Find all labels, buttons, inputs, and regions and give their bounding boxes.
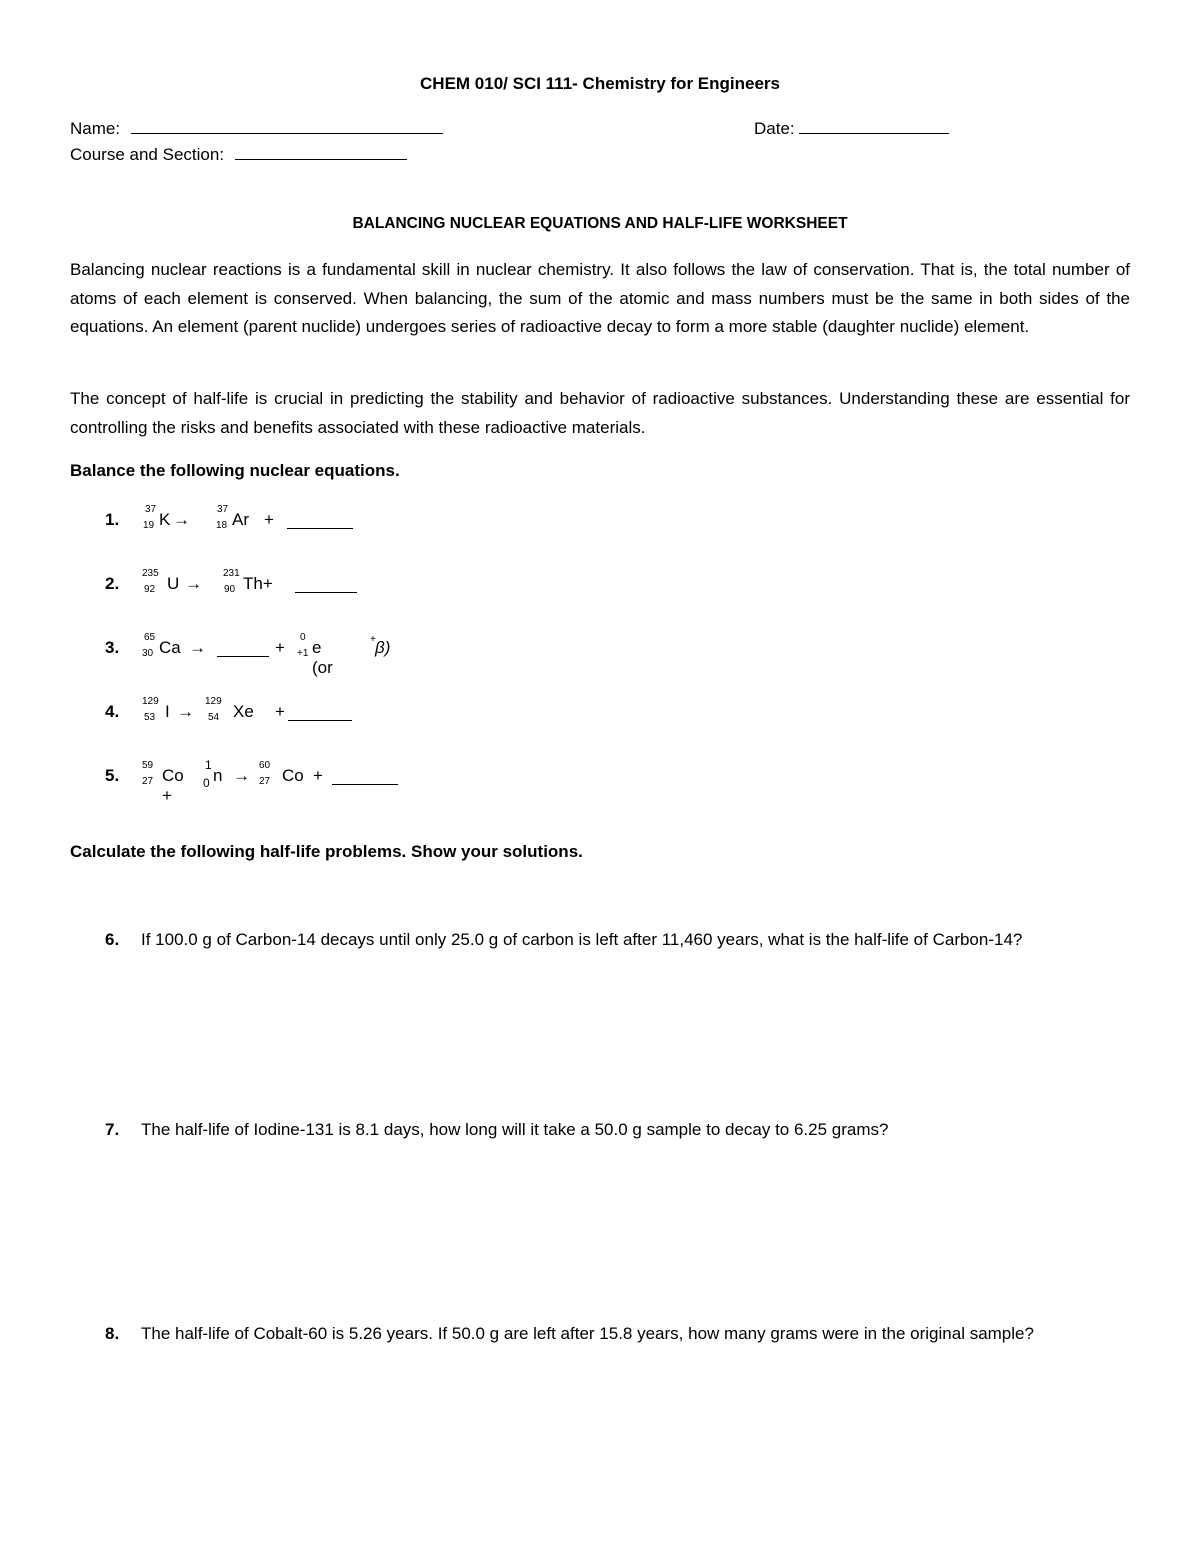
atomic-number: 54 (208, 712, 220, 723)
mass-number: 60 (259, 760, 271, 771)
element-symbol: I (165, 702, 170, 721)
course-section-label: Course and Section: (70, 145, 225, 164)
arrow-icon: → (233, 766, 250, 785)
element-symbol: n (213, 766, 223, 785)
problem-number: 8. (105, 1324, 120, 1343)
mass-number: 37 (145, 504, 157, 515)
plus-sign: + (275, 702, 285, 721)
atomic-number: 53 (144, 712, 156, 723)
course-section-blank-line[interactable] (235, 145, 407, 160)
element-symbol: K (159, 510, 171, 529)
problem-number: 6. (105, 930, 120, 949)
equation-number: 2. (105, 574, 120, 593)
section1-heading: Balance the following nuclear equations. (70, 461, 400, 480)
beta-symbol: β) (375, 638, 391, 657)
atomic-number: 19 (143, 520, 155, 531)
atomic-number: 30 (142, 648, 154, 659)
answer-blank[interactable] (288, 706, 352, 721)
course-title: CHEM 010/ SCI 111- Chemistry for Engineers (420, 74, 780, 93)
element-symbol: U (167, 574, 180, 593)
positron-charge: + (370, 634, 376, 645)
problem-text: If 100.0 g of Carbon-14 decays until only 25.0 g of carbon is left after 11,460 years, what is the half-life of Carbon-14? (141, 930, 1023, 949)
arrow-icon: → (177, 702, 194, 721)
arrow-icon: → (173, 510, 190, 529)
plus-sign: + (264, 510, 274, 529)
mass-number: 0 (300, 632, 306, 643)
element-symbol: Ar (232, 510, 249, 529)
name-blank-line[interactable] (131, 119, 443, 134)
answer-blank[interactable] (287, 514, 353, 529)
arrow-icon: → (189, 638, 206, 657)
mass-number: 65 (144, 632, 156, 643)
mass-number: 37 (217, 504, 229, 515)
mass-number: 129 (205, 696, 222, 707)
problem-text: The half-life of Cobalt-60 is 5.26 years. If 50.0 g are left after 15.8 years, how many grams were in the original sample? (141, 1324, 1034, 1343)
atomic-number: +1 (297, 648, 309, 659)
intro-paragraph-2: The concept of half-life is crucial in predicting the stability and behavior of radioactive substances. Understanding these are essential for controlling the risks and benefits associated with these radioactive materials. (70, 389, 1130, 437)
answer-blank[interactable] (295, 578, 357, 593)
section2-heading: Calculate the following half-life problems. Show your solutions. (70, 842, 583, 861)
answer-blank[interactable] (217, 642, 269, 657)
worksheet-title: BALANCING NUCLEAR EQUATIONS AND HALF-LIFE WORKSHEET (352, 215, 848, 232)
atomic-number: 90 (224, 584, 236, 595)
mass-number: 231 (223, 568, 240, 579)
atomic-number: 27 (142, 776, 154, 787)
name-label: Name: (70, 119, 121, 138)
answer-blank[interactable] (332, 770, 398, 785)
equation-number: 5. (105, 766, 120, 785)
atomic-number: 27 (259, 776, 271, 787)
mass-number: 235 (142, 568, 159, 579)
problem-number: 7. (105, 1120, 120, 1139)
element-symbol: Th+ (243, 574, 273, 593)
plus-sign: + (313, 766, 323, 785)
equation-number: 3. (105, 638, 120, 657)
atomic-number: 18 (216, 520, 228, 531)
element-symbol: Xe (233, 702, 254, 721)
course-section-field[interactable] (70, 145, 407, 165)
atomic-number: 0 (203, 776, 210, 790)
date-blank-line[interactable] (799, 119, 949, 134)
date-field[interactable] (754, 119, 949, 139)
plus-sign: + (275, 638, 285, 657)
arrow-icon: → (185, 574, 202, 593)
element-symbol: Ca (159, 638, 181, 657)
mass-number: 1 (205, 758, 212, 772)
atomic-number: 92 (144, 584, 156, 595)
problem-text: The half-life of Iodine-131 is 8.1 days, how long will it take a 50.0 g sample to decay to 6.25 grams? (141, 1120, 889, 1139)
mass-number: 129 (142, 696, 159, 707)
mass-number: 59 (142, 760, 154, 771)
element-symbol: Co (282, 766, 304, 785)
name-field[interactable] (70, 119, 443, 139)
element-symbol: e (or (312, 638, 333, 677)
intro-paragraph-1: Balancing nuclear reactions is a fundamental skill in nuclear chemistry. It also follows the law of conservation. That is, the total number of atoms of each element is conserved. When balancing, the sum of the atomic and mass numbers must be the same in both sides of the equations. An element (parent nuclide) undergoes series of radioactive decay to form a more stable (daughter nuclide) element. (70, 260, 1130, 336)
equation-number: 1. (105, 510, 120, 529)
date-label: Date: (754, 119, 795, 138)
element-symbol: Co + (162, 766, 184, 805)
equation-number: 4. (105, 702, 120, 721)
